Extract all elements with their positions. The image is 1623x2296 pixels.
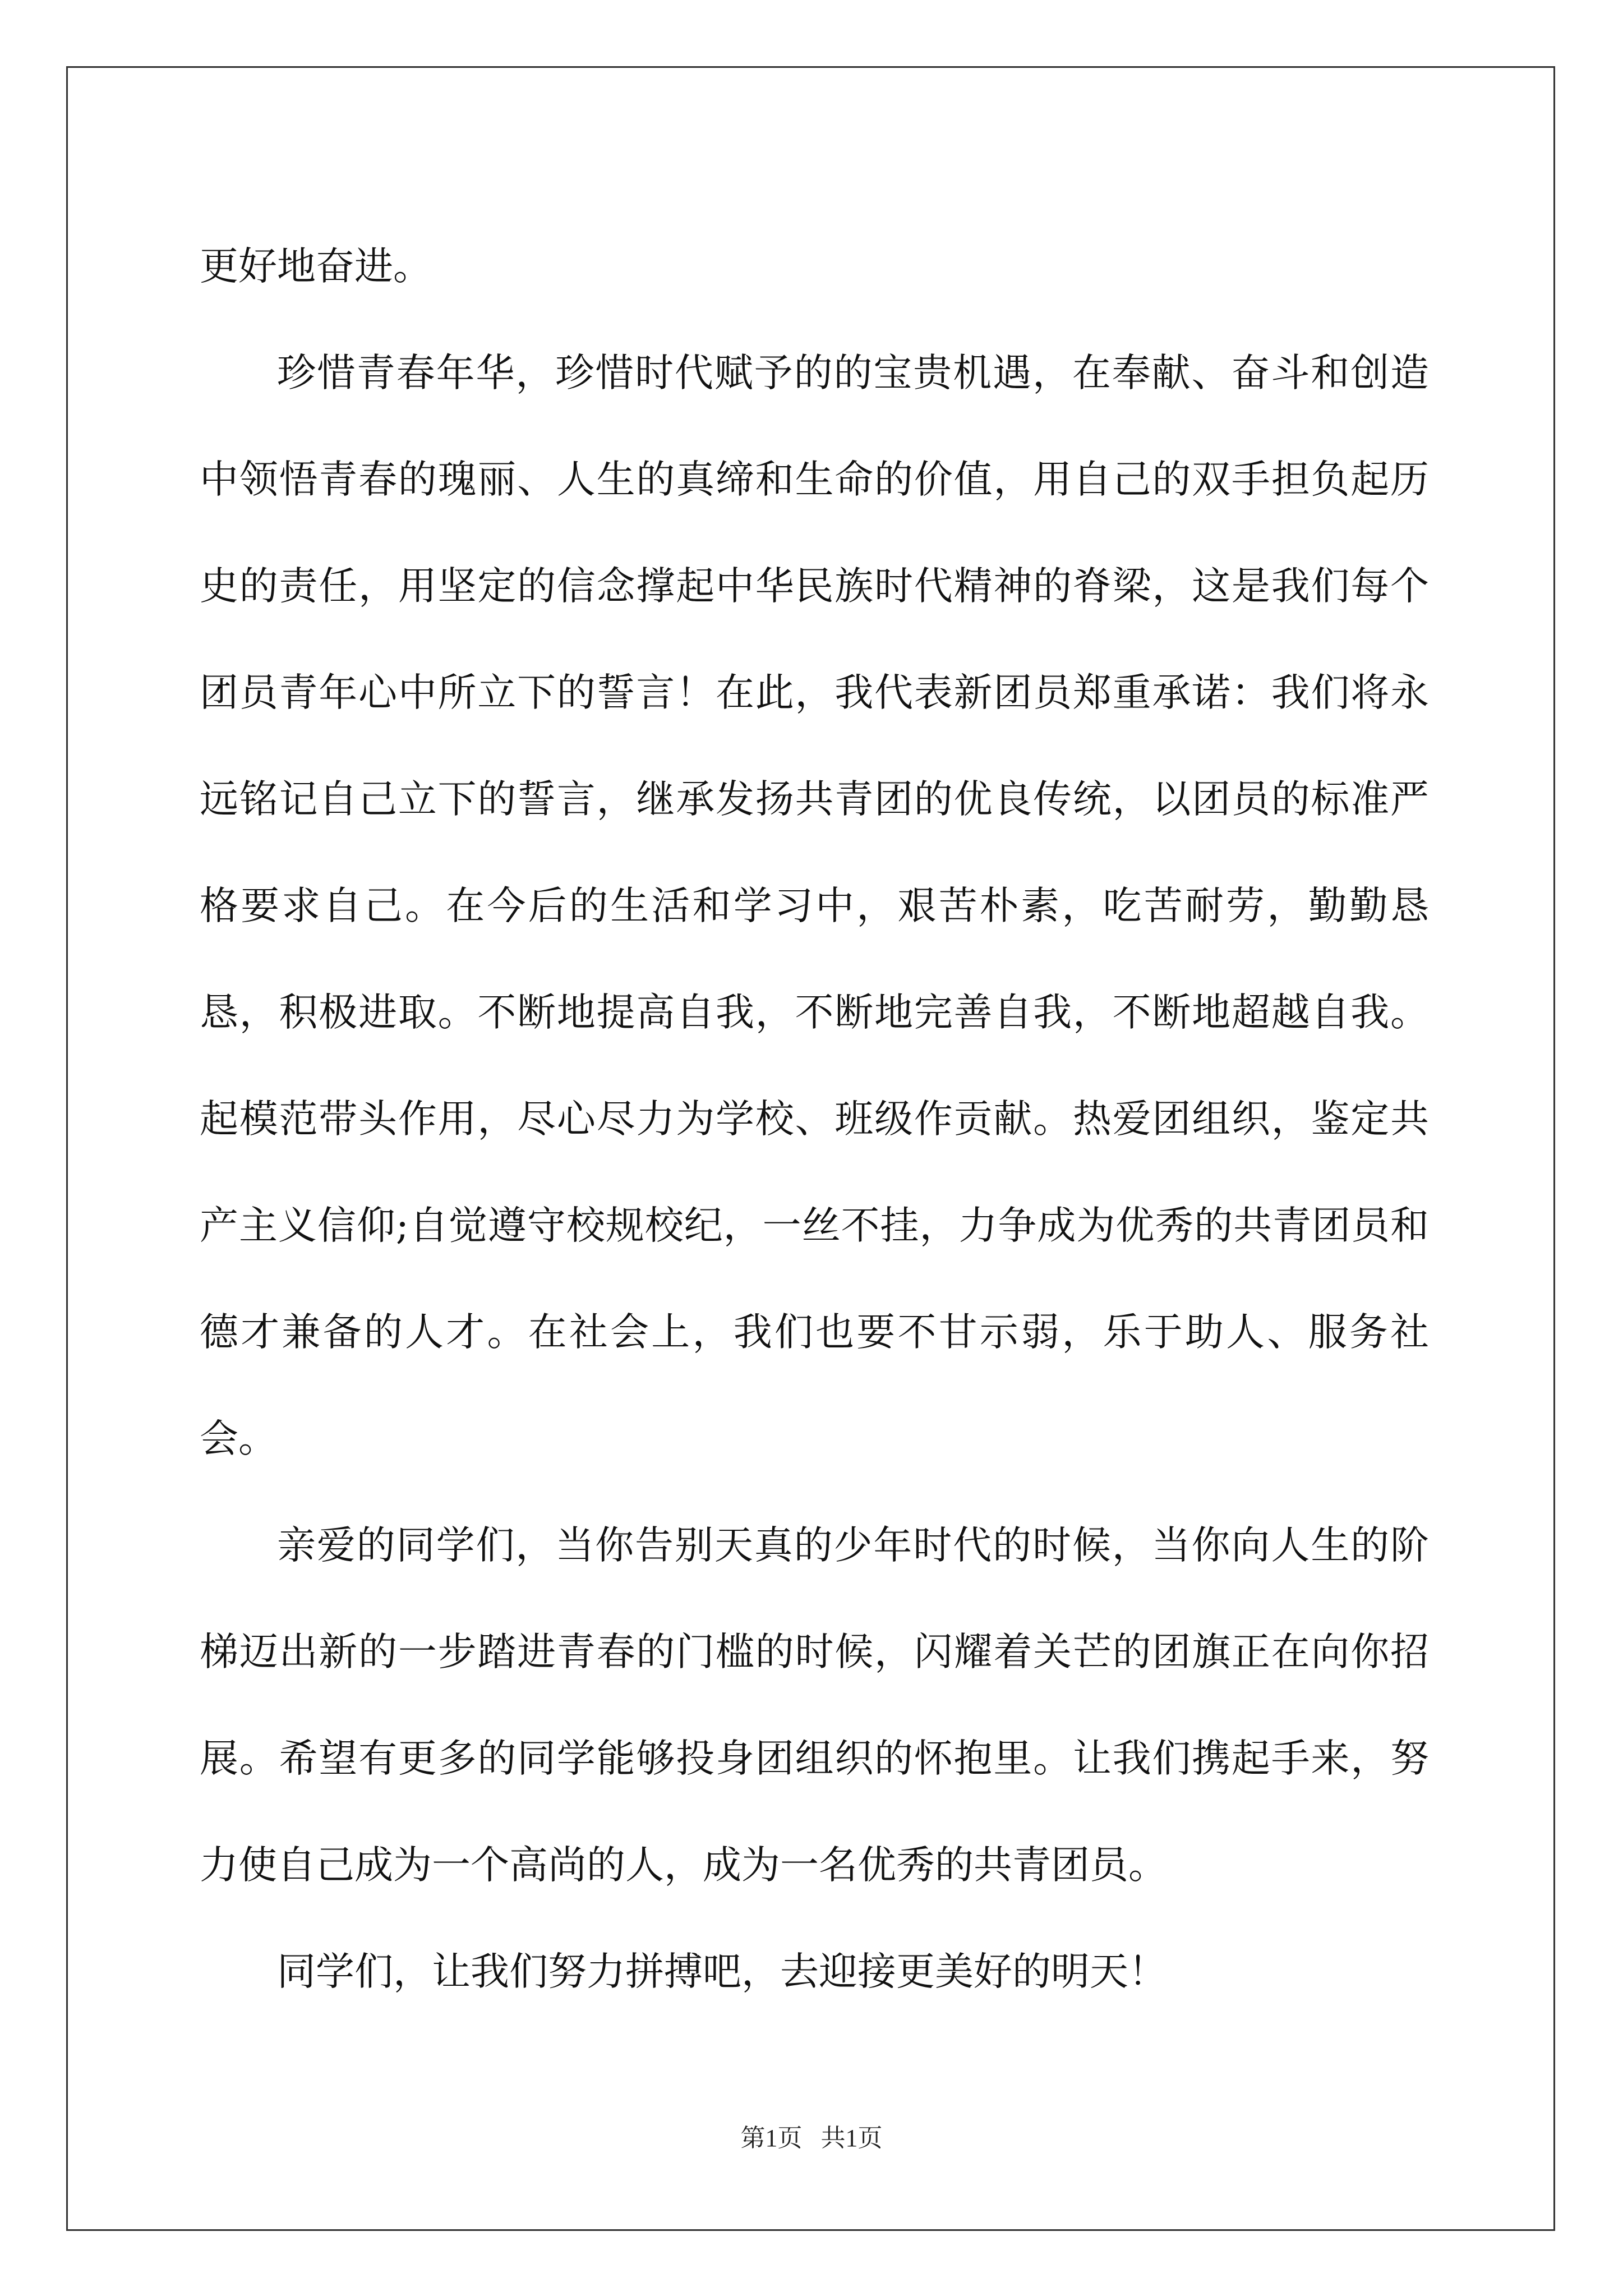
page-number-footer: 第1页 共1页: [740, 2124, 883, 2152]
paragraph-continuation: 更好地奋进。: [200, 244, 432, 289]
document-body: [200, 213, 1429, 2025]
paragraph-pledge: 珍惜青春年华，珍惜时代赋予的的宝贵机遇，在奉献、奋斗和创造中领悟青春的瑰丽、人生的真缔和生命的价值，用自己的双手担负起历史的责任，用坚定的信念撑起中华民族时代精神的脊梁，这是我们每个团员青年心中所立下的誓言！在此，我代表新团员郑重承诺：我们将永远铭记自己立下的誓言，继承发扬共青团的优良传统，以团员的标准严格要求自己。在今后的生活和学习中，艰苦朴素，吃苦耐劳，勤勤恳恳，积极进取。不断地提高自我，不断地完善自我，不断地超越自我。起模范带头作用，尽心尽力为学校、班级作贡献。热爱团组织，鉴定共产主义信仰;自觉遵守校规校纪，一丝不挂，力争成为优秀的共青团员和德才兼备的人才。在社会上，我们也要不甘示弱，乐于助人、服务社会。: [200, 351, 1429, 1461]
paragraph-closing: 同学们，让我们努力拼搏吧，去迎接更美好的明天！: [277, 1949, 1167, 1994]
paragraph-appeal: 亲爱的同学们，当你告别天真的少年时代的时候，当你向人生的阶梯迈出新的一步踏进青春的门槛的时候，闪耀着关芒的团旗正在向你招展。希望有更多的同学能够投身团组织的怀抱里。让我们携起手来，努力使自己成为一个高尚的人，成为一名优秀的共青团员。: [200, 1523, 1429, 1888]
